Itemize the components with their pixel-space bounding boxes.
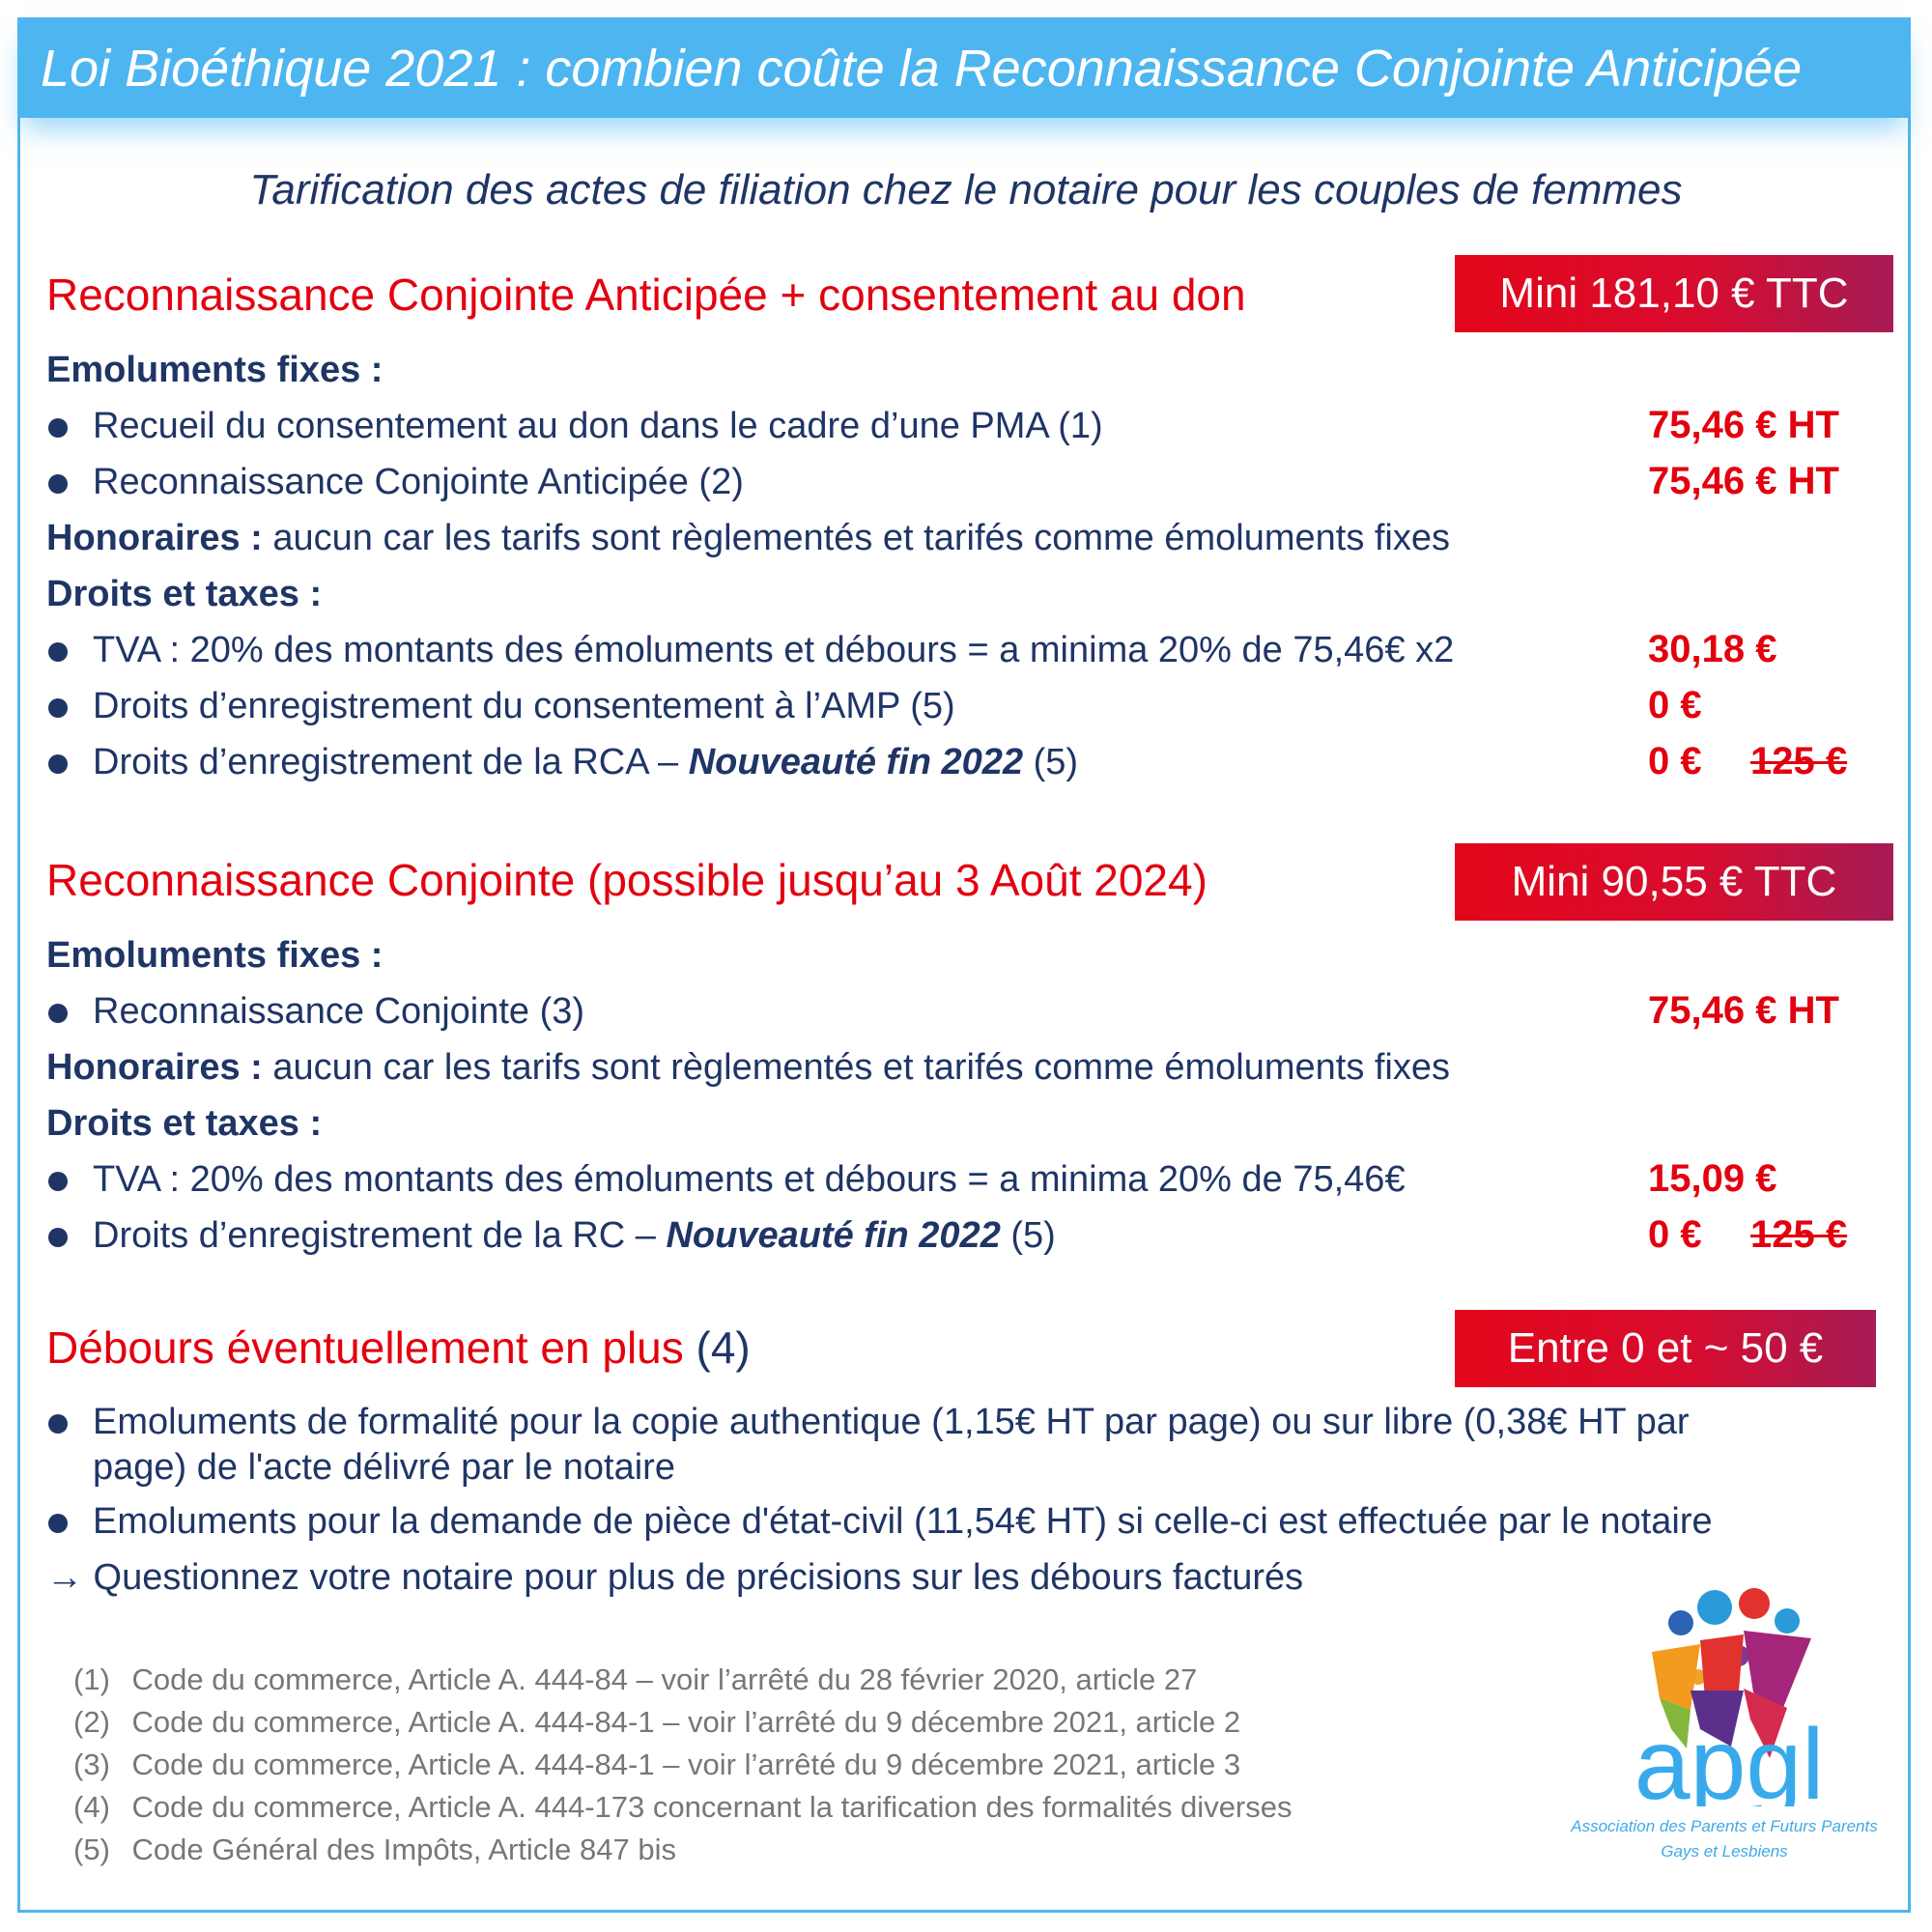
droit-rca-prefix: Droits d’enregistrement de la RCA – <box>93 742 689 782</box>
footnote-5 <box>73 1833 676 1867</box>
footnote-4 <box>73 1790 1293 1825</box>
bullet-icon <box>48 642 68 662</box>
bullet-icon <box>48 698 68 718</box>
section1-droit-rca-old-amount: 125 € <box>1750 740 1848 782</box>
footnote-number: (4) <box>73 1790 110 1824</box>
section2-item1-amount: 75,46 € HT <box>1648 989 1839 1032</box>
section1-droit-rca <box>93 742 1078 783</box>
footnote-3 <box>73 1747 1240 1782</box>
honoraires-label: Honoraires : <box>46 518 263 558</box>
section2-price-badge: Mini 90,55 € TTC <box>1455 843 1893 921</box>
section2-title-main: Reconnaissance Conjointe <box>46 855 576 905</box>
footnote-number: (1) <box>73 1662 110 1696</box>
section2-droit-rc-old-amount: 125 € <box>1750 1213 1848 1256</box>
droit-rc-italic: Nouveauté fin 2022 <box>666 1215 1001 1256</box>
section3-title <box>46 1321 751 1374</box>
section1-item2-amount: 75,46 € HT <box>1648 460 1839 502</box>
family-icon <box>1546 1584 1913 1806</box>
bullet-icon <box>48 418 68 438</box>
droit-rc-suffix: (5) <box>1000 1215 1056 1256</box>
section1-droits-label: Droits et taxes : <box>46 574 323 614</box>
section1-tva: TVA : 20% des montants des émoluments et débours = a minima 20% de 75,46€ x2 <box>93 630 1455 670</box>
honoraires-label: Honoraires : <box>46 1047 263 1088</box>
section2-honoraires <box>46 1047 1450 1089</box>
section3-item1-line2: page) de l'acte délivré par le notaire <box>93 1447 675 1488</box>
section2-droit-rc-amount: 0 € <box>1648 1213 1702 1256</box>
section1-item2: Reconnaissance Conjointe Anticipée (2) <box>93 462 744 502</box>
section3-title-note: (4) <box>683 1322 751 1373</box>
droit-rca-italic: Nouveauté fin 2022 <box>688 742 1024 782</box>
page-title: Loi Bioéthique 2021 : combien coûte la Reconnaissance Conjointe Anticipée <box>41 40 1803 98</box>
bullet-icon <box>48 1414 68 1434</box>
svg-text:apgl: apgl <box>1634 1709 1825 1806</box>
header-banner <box>17 17 1911 118</box>
section2-tva-amount: 15,09 € <box>1648 1157 1777 1200</box>
footnote-1 <box>73 1662 1197 1697</box>
footnote-text: Code du commerce, Article A. 444-84-1 – voir l’arrêté du 9 décembre 2021, article 2 <box>131 1705 1241 1739</box>
section3-price-badge: Entre 0 et ~ 50 € <box>1455 1310 1876 1387</box>
droit-rc-prefix: Droits d’enregistrement de la RC – <box>93 1215 667 1256</box>
footnote-text: Code du commerce, Article A. 444-84 – voir l’arrêté du 28 février 2020, article 27 <box>131 1662 1198 1696</box>
logo-tagline-line1: Association des Parents et Futurs Parents <box>1571 1817 1878 1835</box>
section2-title <box>46 854 1208 906</box>
section1-item1-amount: 75,46 € HT <box>1648 404 1839 446</box>
bullet-icon <box>48 474 68 494</box>
section3-title-main: Débours éventuellement en plus <box>46 1322 684 1373</box>
section1-tva-amount: 30,18 € <box>1648 628 1777 670</box>
droit-rca-suffix: (5) <box>1023 742 1079 782</box>
section1-droit-amp-amount: 0 € <box>1648 684 1702 726</box>
footnote-number: (3) <box>73 1747 110 1781</box>
section1-price-badge: Mini 181,10 € TTC <box>1455 255 1893 332</box>
honoraires-text: aucun car les tarifs sont règlementés et tarifés comme émoluments fixes <box>272 518 1451 558</box>
section3-arrow-note: → Questionnez votre notaire pour plus de précisions sur les débours facturés <box>46 1557 1304 1598</box>
subtitle: Tarification des actes de filiation chez le notaire pour les couples de femmes <box>249 166 1683 213</box>
section1-item1: Recueil du consentement au don dans le cadre d’une PMA (1) <box>93 406 1103 446</box>
logo-tagline <box>1565 1814 1884 1864</box>
footnote-text: Code du commerce, Article A. 444-173 concernant la tarification des formalités diverses <box>131 1790 1293 1824</box>
bullet-icon <box>48 1004 68 1023</box>
honoraires-text: aucun car les tarifs sont règlementés et tarifés comme émoluments fixes <box>272 1047 1451 1088</box>
bullet-icon <box>48 1228 68 1247</box>
section2-emoluments-label: Emoluments fixes : <box>46 935 384 976</box>
apgl-logo <box>1546 1584 1913 1893</box>
footnote-text: Code Général des Impôts, Article 847 bis <box>131 1833 676 1866</box>
bullet-icon <box>48 1514 68 1533</box>
section1-droit-rca-amount: 0 € <box>1648 740 1702 782</box>
section3-item1-line1: Emoluments de formalité pour la copie authentique (1,15€ HT par page) ou sur libre (0,38€ HT par <box>93 1402 1690 1442</box>
section1-title: Reconnaissance Conjointe Anticipée + consentement au don <box>46 270 1246 320</box>
footnote-2 <box>73 1705 1240 1740</box>
logo-tagline-line2: Gays et Lesbiens <box>1661 1842 1788 1861</box>
section1-droit-amp: Droits d’enregistrement du consentement à l’AMP (5) <box>93 686 955 726</box>
bullet-icon <box>48 1172 68 1191</box>
section3-item2: Emoluments pour la demande de pièce d'état-civil (11,54€ HT) si celle-ci est effectuée par le notaire <box>93 1501 1713 1542</box>
section2-tva: TVA : 20% des montants des émoluments et débours = a minima 20% de 75,46€ <box>93 1159 1406 1200</box>
section1-emoluments-label: Emoluments fixes : <box>46 350 384 390</box>
footnote-number: (5) <box>73 1833 110 1866</box>
section2-droits-label: Droits et taxes : <box>46 1103 323 1144</box>
bullet-icon <box>48 754 68 774</box>
section2-title-note: (possible jusqu’au 3 Août 2024) <box>575 855 1208 905</box>
footnote-text: Code du commerce, Article A. 444-84-1 – voir l’arrêté du 9 décembre 2021, article 3 <box>131 1747 1241 1781</box>
section1-honoraires <box>46 518 1450 559</box>
section2-droit-rc <box>93 1215 1056 1257</box>
footnote-number: (2) <box>73 1705 110 1739</box>
section2-item1: Reconnaissance Conjointe (3) <box>93 991 585 1032</box>
